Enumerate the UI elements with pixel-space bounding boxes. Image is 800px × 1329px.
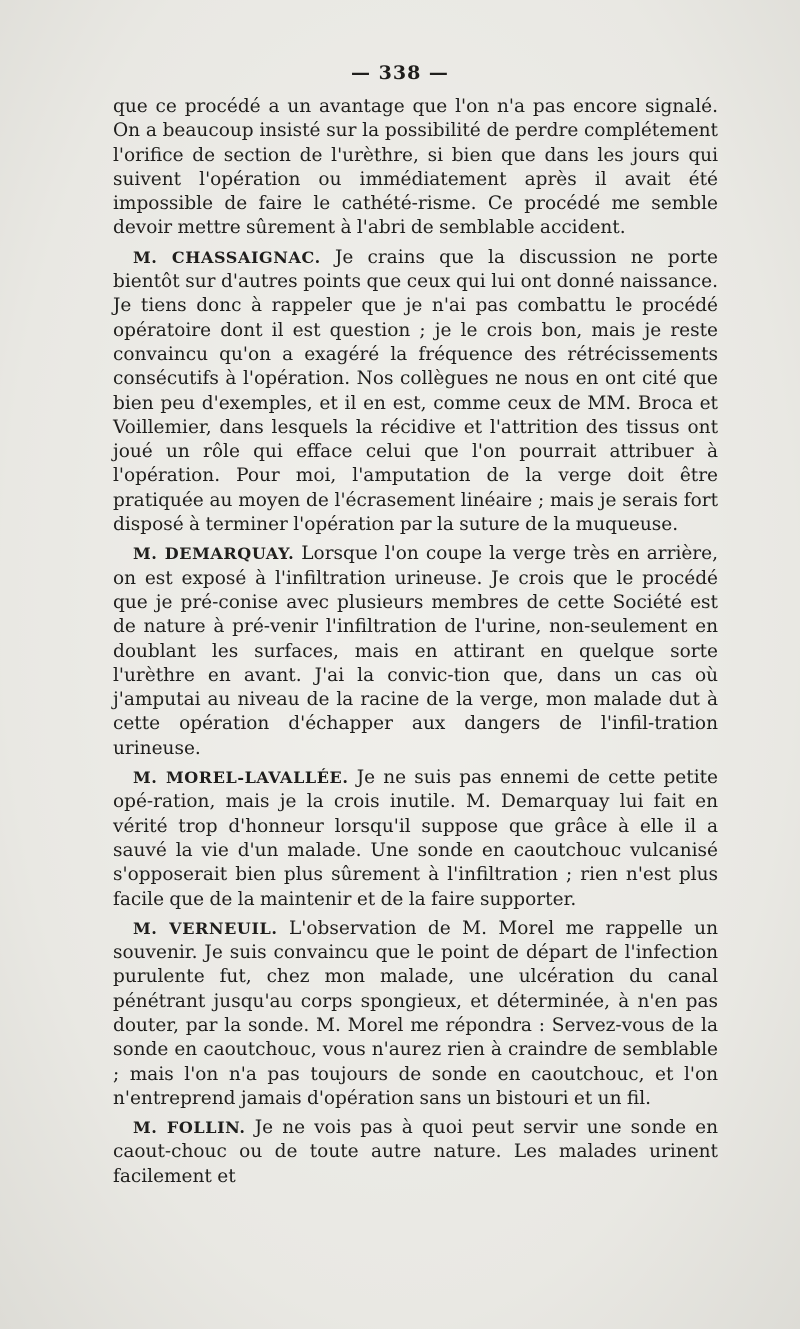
page-number: — 338 — bbox=[351, 62, 449, 84]
paragraph-text: Je crains que la discussion ne porte bientôt sur d'autres points que ceux qui lui ont donné naissance. Je tiens donc à rappeler que je n'ai pas combattu le procédé opératoire dont il est question ; je le crois bon, mais je reste convaincu qu'on a exagéré la fréquence des rétrécissements consécutifs à l'opération. Nos collègues ne nous en ont cité que bien peu d'exemples, et il en est, comme ceux de MM. Broca et Voillemier, dans lesquels la récidive et l'attrition des tissus ont joué un rôle qui efface celui que l'on pourrait attribuer à l'opération. Pour moi, l'amputation de la verge doit être pratiquée au moyen de l'écrasement linéaire ; mais je serais fort disposé à terminer l'opération par la suture de la muqueuse. bbox=[113, 246, 718, 536]
speaker-name: M. DEMARQUAY. bbox=[133, 544, 295, 564]
speaker-name: M. MOREL-LAVALLÉE. bbox=[133, 768, 349, 788]
paragraph bbox=[113, 542, 718, 761]
body-text bbox=[113, 95, 718, 1194]
speaker-name: M. CHASSAIGNAC. bbox=[133, 247, 321, 267]
paragraph-text: L'observation de M. Morel me rappelle un souvenir. Je suis convaincu que le point de départ de l'infection purulente fut, chez mon malade, une ulcération du canal pénétrant jusqu'au corps spongieux, et déterminée, à n'en pas douter, par la sonde. M. Morel me répondra : Servez-vous de la sonde en caoutchouc, vous n'aurez rien à craindre de semblable ; mais l'on n'a pas toujours de sonde en caoutchouc, et l'on n'entreprend jamais d'opération sans un bistouri et un fil. bbox=[113, 917, 718, 1109]
speaker-name: M. VERNEUIL. bbox=[133, 918, 278, 938]
paragraph-text: Je ne vois pas à quoi peut servir une sonde en caout-chouc ou de toute autre nature. Les malades urinent facilement et bbox=[113, 1117, 719, 1187]
paragraph-text: que ce procédé a un avantage que l'on n'a pas encore signalé. On a beaucoup insisté sur la possibilité de perdre complétement l'orifice de section de l'urèthre, si bien que dans les jours qui suivent l'opération ou immédiatement après il avait été impossible de faire le cathété-risme. Ce procédé me semble devoir mettre sûrement à l'abri de semblable accident. bbox=[113, 96, 718, 239]
speaker-name: M. FOLLIN. bbox=[133, 1118, 246, 1138]
paragraph-text: Lorsque l'on coupe la verge très en arrière, on est exposé à l'infiltration urineuse. Je crois que le procédé que je pré-conise avec plusieurs membres de cette Société est de nature à pré-venir l'infiltration de l'urine, non-seulement en doublant les surfaces, mais en attirant en quelque sorte l'urèthre en avant. J'ai la convic-tion que, dans un cas où j'amputai au niveau de la racine de la verge, mon malade dut à cette opération d'échapper aux dangers de l'infil-tration urineuse. bbox=[113, 543, 718, 759]
paragraph bbox=[113, 95, 718, 241]
paragraph bbox=[113, 246, 718, 538]
paragraph-text: Je ne suis pas ennemi de cette petite opé-ration, mais je la crois inutile. M. Demarquay lui fait en vérité trop d'honneur lorsqu'il suppose que grâce à elle il a sauvé la vie d'un malade. Une sonde en caoutchouc vulcanisé s'opposerait bien plus sûrement à l'infiltration ; rien n'est plus facile que de la maintenir et de la faire supporter. bbox=[113, 767, 718, 910]
paragraph bbox=[113, 766, 718, 912]
paragraph bbox=[113, 1116, 718, 1189]
paragraph bbox=[113, 917, 718, 1111]
